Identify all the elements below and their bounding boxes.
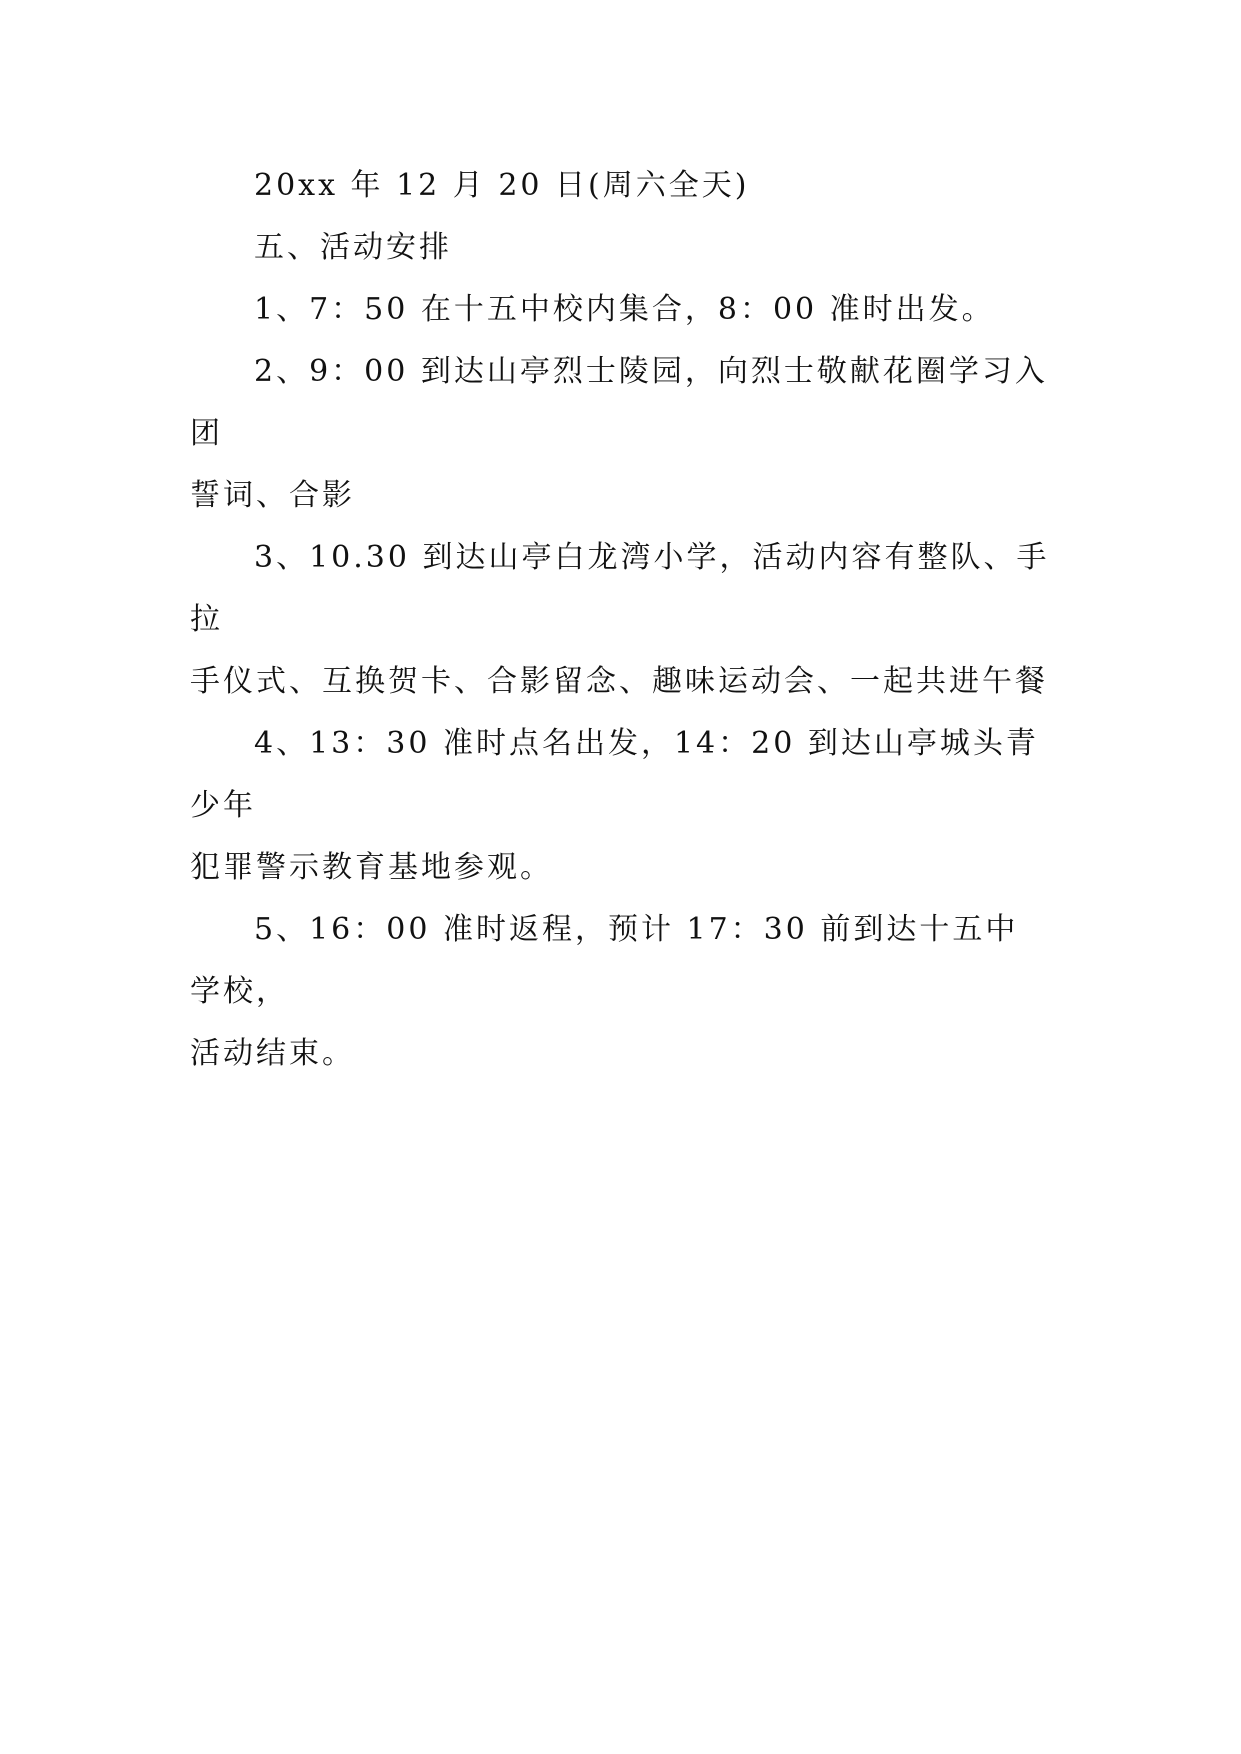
schedule-item-4-line-2: 犯罪警示教育基地参观。 [190,850,553,885]
schedule-item-5 [190,899,1050,1023]
date-line: 20xx 年 12 月 20 日(周六全天) [254,168,750,203]
document-body [190,155,1050,1085]
schedule-item-2-line-1: 2、9：00 到达山亭烈士陵园，向烈士敬献花圈学习入团 [190,354,1048,451]
schedule-item-3-line-1: 3、10.30 到达山亭白龙湾小学，活动内容有整队、手拉 [190,540,1050,637]
schedule-item-5-continuation [190,1023,1050,1085]
schedule-item-4 [190,713,1050,837]
schedule-item-3-continuation [190,651,1050,713]
schedule-item-4-continuation [190,837,1050,899]
schedule-item-3-line-2: 手仪式、互换贺卡、合影留念、趣味运动会、一起共进午餐 [190,664,1048,699]
schedule-item-2-line-2: 誓词、合影 [190,478,355,513]
schedule-item-2 [190,341,1050,465]
schedule-item-2-continuation [190,465,1050,527]
schedule-item-3 [190,527,1050,651]
schedule-item-5-line-1: 5、16：00 准时返程，预计 17：30 前到达十五中学校， [190,912,1019,1009]
schedule-item-1-line-1: 1、7：50 在十五中校内集合，8：00 准时出发。 [254,292,995,327]
schedule-item-1 [190,279,1050,341]
schedule-item-5-line-2: 活动结束。 [190,1036,355,1071]
schedule-item-4-line-1: 4、13：30 准时点名出发，14：20 到达山亭城头青少年 [190,726,1039,823]
section-heading: 五、活动安排 [254,230,452,265]
